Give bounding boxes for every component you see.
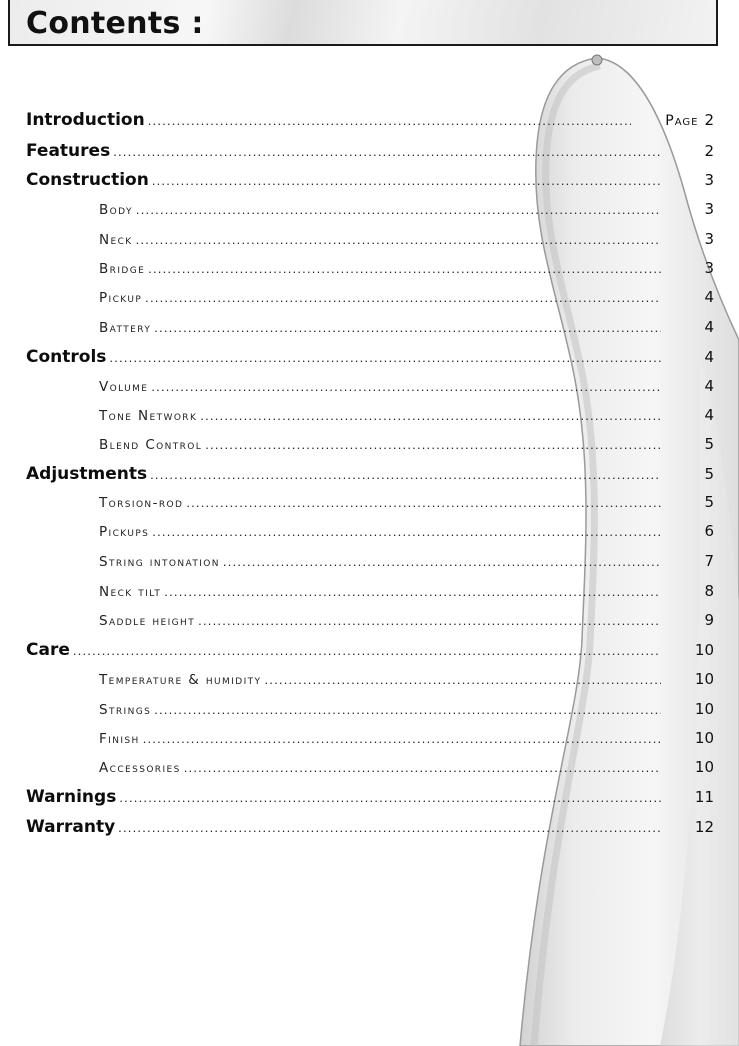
toc-entry-label: Saddle height — [99, 613, 196, 629]
toc-entry-label: Warnings — [26, 787, 117, 807]
toc-page-number: 2 — [704, 142, 714, 160]
toc-page-number-cell — [664, 552, 714, 570]
dot-leader — [264, 672, 661, 687]
toc-subsection-row — [0, 493, 739, 523]
toc-entry-label: Finish — [99, 731, 140, 747]
dot-leader — [109, 350, 661, 365]
toc-section-row — [0, 141, 739, 171]
dot-leader — [198, 613, 661, 628]
toc-subsection-row — [0, 406, 739, 436]
toc-section-row — [0, 170, 739, 200]
toc-page-number: 4 — [704, 348, 714, 366]
toc-page-number-cell — [664, 582, 714, 600]
page-label: Page — [665, 113, 699, 129]
dot-leader — [113, 144, 661, 159]
dot-leader — [136, 202, 661, 217]
toc-subsection-row — [0, 552, 739, 582]
toc-page-number: 5 — [704, 493, 714, 511]
toc-section-row — [0, 817, 739, 847]
toc-entry-label: Features — [26, 141, 111, 161]
toc-section-row — [0, 464, 739, 494]
toc-page-number-cell — [664, 522, 714, 540]
toc-entry-label: Introduction — [26, 110, 145, 130]
dot-leader — [200, 408, 661, 423]
toc-page-number: 5 — [704, 465, 714, 483]
toc-section-row — [0, 640, 739, 670]
toc-subsection-row — [0, 288, 739, 318]
toc-entry-label: Volume — [99, 379, 149, 395]
toc-page-number: 4 — [704, 377, 714, 395]
toc-page-number-cell — [664, 171, 714, 189]
toc-page-number: 4 — [704, 406, 714, 424]
toc-page-number: 10 — [694, 700, 714, 718]
toc-subsection-row — [0, 582, 739, 612]
dot-leader — [151, 379, 661, 394]
toc-page-number-cell — [664, 435, 714, 453]
toc-page-number-cell — [634, 111, 714, 129]
toc-page-number: 10 — [694, 670, 714, 688]
toc-section-row — [0, 787, 739, 817]
toc-section-row — [0, 347, 739, 377]
page-title: Contents : — [26, 6, 204, 41]
toc-subsection-row — [0, 435, 739, 465]
toc-entry-label: Blend Control — [99, 437, 203, 453]
toc-page-number: 7 — [704, 552, 714, 570]
toc-page-number-cell — [664, 641, 714, 659]
toc-entry-label: Battery — [99, 320, 152, 336]
toc-entry-label: Controls — [26, 347, 107, 367]
toc-entry-label: Tone Network — [99, 408, 198, 424]
toc-subsection-row — [0, 611, 739, 641]
toc-subsection-row — [0, 318, 739, 348]
toc-subsection-row — [0, 670, 739, 700]
dot-leader — [148, 261, 661, 276]
toc-subsection-row — [0, 259, 739, 289]
toc-page-number: 3 — [704, 259, 714, 277]
toc-page-number-cell — [664, 788, 714, 806]
dot-leader — [152, 173, 661, 188]
toc-page-number: 10 — [694, 729, 714, 747]
dot-leader — [186, 495, 661, 510]
toc-entry-label: Warranty — [26, 817, 116, 837]
toc-entry-label: Accessories — [99, 760, 181, 776]
toc-page-number-cell — [664, 230, 714, 248]
toc-page-number-cell — [664, 200, 714, 218]
dot-leader — [205, 437, 661, 452]
dot-leader — [164, 584, 661, 599]
toc-entry-label: Neck tilt — [99, 584, 162, 600]
dot-leader — [154, 702, 661, 717]
dot-leader — [148, 113, 631, 128]
toc-entry-label: Torsion-rod — [99, 495, 184, 511]
toc-page-number-cell — [664, 377, 714, 395]
toc-page-number: 10 — [694, 641, 714, 659]
toc-page-number-cell — [664, 406, 714, 424]
toc-page-number-cell — [664, 288, 714, 306]
toc-page-number: 11 — [694, 788, 714, 806]
toc-page-number-cell — [664, 670, 714, 688]
toc-entry-label: Body — [99, 202, 133, 218]
toc-subsection-row — [0, 758, 739, 788]
toc-page-number: 10 — [694, 758, 714, 776]
dot-leader — [73, 643, 661, 658]
toc-page-number-cell — [664, 318, 714, 336]
toc-subsection-row — [0, 700, 739, 730]
toc-page-number: 3 — [704, 171, 714, 189]
dot-leader — [152, 524, 661, 539]
toc-page-number: 12 — [694, 818, 714, 836]
toc-entry-label: Construction — [26, 170, 149, 190]
toc-entry-label: Pickup — [99, 290, 143, 306]
toc-page-number-cell — [664, 818, 714, 836]
toc-page-number-cell — [664, 493, 714, 511]
toc-section-row — [0, 110, 739, 140]
dot-leader — [154, 320, 661, 335]
dot-leader — [184, 760, 661, 775]
toc-page-number-cell — [664, 259, 714, 277]
dot-leader — [136, 232, 661, 247]
toc-subsection-row — [0, 729, 739, 759]
dot-leader — [118, 820, 661, 835]
dot-leader — [145, 290, 661, 305]
toc-subsection-row — [0, 200, 739, 230]
toc-subsection-row — [0, 377, 739, 407]
toc-entry-label: Pickups — [99, 524, 150, 540]
toc-page-number-cell — [664, 758, 714, 776]
dot-leader — [150, 467, 661, 482]
toc-page-number-cell — [664, 465, 714, 483]
toc-entry-label: String intonation — [99, 554, 220, 570]
toc-entry-label: Neck — [99, 232, 133, 248]
toc-page-number-cell — [664, 611, 714, 629]
toc-page-number: 4 — [704, 318, 714, 336]
dot-leader — [223, 554, 661, 569]
toc-entry-label: Care — [26, 640, 70, 660]
toc-subsection-row — [0, 522, 739, 552]
toc-page-number-cell — [664, 348, 714, 366]
dot-leader — [119, 790, 661, 805]
toc-page-number: 3 — [704, 200, 714, 218]
toc-page-number-cell — [664, 729, 714, 747]
toc-page-number: 6 — [704, 522, 714, 540]
toc-page-number: 5 — [704, 435, 714, 453]
toc-entry-label: Adjustments — [26, 464, 148, 484]
dot-leader — [143, 731, 661, 746]
toc-page-number: 8 — [704, 582, 714, 600]
toc-page-number: 2 — [704, 111, 714, 129]
toc-page-number: 4 — [704, 288, 714, 306]
toc-page-number: 9 — [704, 611, 714, 629]
toc-page-number-cell — [664, 142, 714, 160]
toc-entry-label: Strings — [99, 702, 152, 718]
toc-page-number-cell — [664, 700, 714, 718]
toc-entry-label: Temperature & humidity — [99, 672, 262, 688]
toc-page-number: 3 — [704, 230, 714, 248]
toc-subsection-row — [0, 230, 739, 260]
toc-entry-label: Bridge — [99, 261, 146, 277]
